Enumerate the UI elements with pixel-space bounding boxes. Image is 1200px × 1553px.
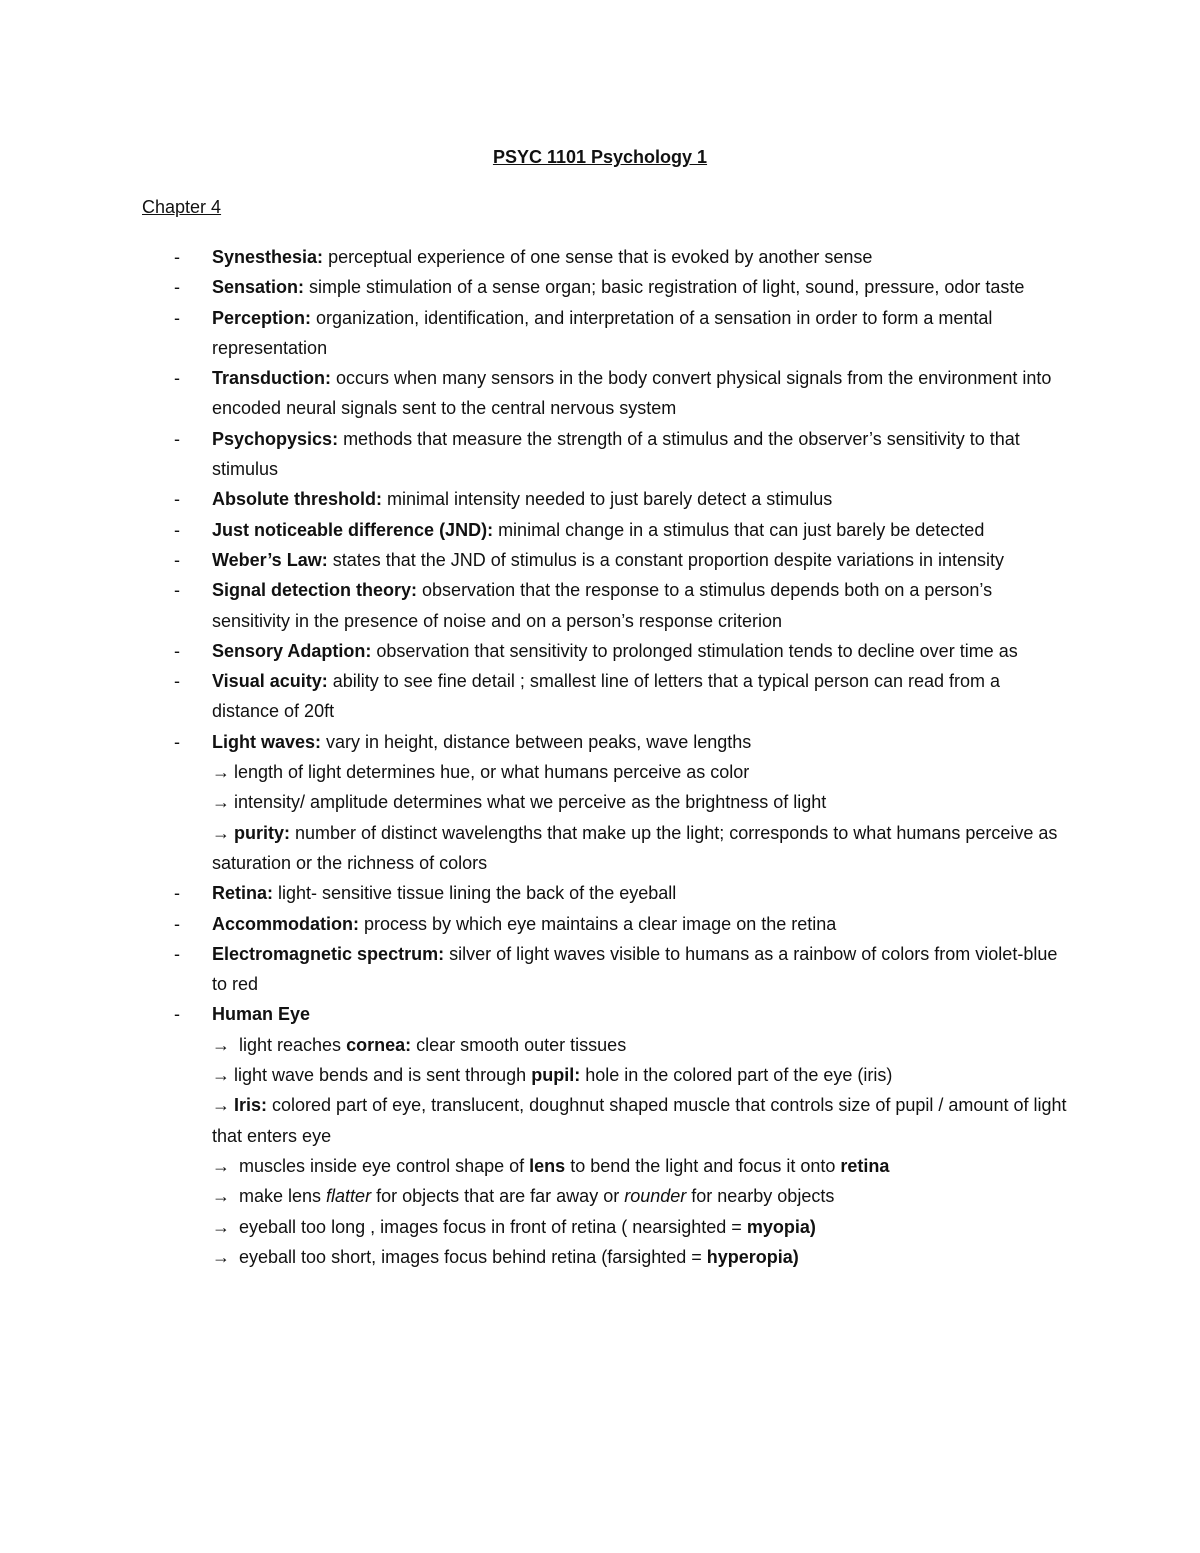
list-item	[0, 909, 1200, 939]
term-label: Accommodation:	[212, 913, 360, 934]
sub-point-text: light wave bends and is sent through	[234, 1065, 532, 1086]
term-label: Electromagnetic spectrum:	[212, 943, 445, 964]
term-label: Signal detection theory:	[212, 580, 418, 601]
term-definition: observation that the response to a stimulus depends both on a person’s sensitivity in the presence of noise and on a person’s response criterion	[212, 580, 993, 631]
list-item	[0, 363, 1200, 424]
bullet-dash: -	[174, 549, 180, 570]
sub-point-text: hole in the colored part of the eye (iris)	[580, 1065, 893, 1086]
sub-point-text: for objects that are far away or	[371, 1186, 625, 1207]
list-item	[0, 878, 1200, 908]
term-definition: light- sensitive tissue lining the back of the eyeball	[273, 883, 677, 904]
arrow-right-icon: →	[212, 1155, 230, 1176]
arrow-right-icon: →	[212, 1065, 230, 1086]
sub-point-text: to bend the light and focus it onto	[565, 1155, 841, 1176]
bullet-dash: -	[174, 428, 180, 449]
arrow-right-icon: →	[212, 792, 230, 813]
term-definition: process by which eye maintains a clear image on the retina	[359, 913, 837, 934]
definitions-list	[0, 242, 1200, 1272]
sub-point-text: muscles inside eye control shape of	[234, 1155, 530, 1176]
term-definition: ability to see fine detail ; smallest line of letters that a typical person can read from a distance of 20ft	[212, 671, 1001, 722]
sub-point-text: for nearby objects	[686, 1186, 835, 1207]
term-definition: observation that sensitivity to prolonged stimulation tends to decline over time as	[371, 640, 1018, 661]
sub-point-text: number of distinct wavelengths that make up the light; corresponds to what humans perceive as saturation or the richness of colors	[212, 822, 1058, 873]
term-label: Human Eye	[212, 1004, 311, 1025]
sub-point-term: retina	[840, 1155, 890, 1176]
term-definition: silver of light waves visible to humans as a rainbow of colors from violet-blue to red	[212, 943, 1058, 995]
arrow-right-icon: →	[212, 822, 230, 843]
sub-point-text: intensity/ amplitude determines what we perceive as the brightness of light	[234, 792, 827, 813]
sub-point	[212, 1242, 1070, 1272]
term-definition: vary in height, distance between peaks, wave lengths	[321, 731, 752, 752]
sub-point	[212, 1060, 1070, 1090]
sub-point-text: make lens	[234, 1186, 327, 1207]
sub-point-term: lens	[529, 1155, 566, 1176]
list-item	[0, 636, 1200, 666]
sub-point	[212, 787, 1070, 817]
list-item	[0, 515, 1200, 545]
term-label: Transduction:	[212, 368, 332, 389]
list-item-human-eye	[0, 999, 1200, 1272]
sub-point-term: myopia)	[746, 1216, 816, 1237]
term-definition: perceptual experience of one sense that is evoked by another sense	[323, 247, 873, 267]
term-definition: minimal change in a stimulus that can just barely be detected	[493, 519, 985, 540]
bullet-dash: -	[174, 489, 180, 510]
bullet-dash: -	[174, 519, 180, 540]
list-item-light-waves	[0, 727, 1200, 878]
sub-point-emphasis: flatter	[326, 1186, 372, 1207]
list-item	[0, 575, 1200, 636]
sub-point	[212, 1030, 1070, 1060]
sub-point-term: cornea:	[346, 1034, 412, 1055]
bullet-dash: -	[174, 368, 180, 389]
sub-point	[212, 1181, 1070, 1211]
list-item	[0, 484, 1200, 514]
arrow-right-icon: →	[212, 1216, 230, 1237]
sub-point-text: eyeball too short, images focus behind retina (farsighted =	[234, 1246, 707, 1267]
bullet-dash: -	[174, 1004, 180, 1025]
bullet-dash: -	[174, 731, 180, 752]
term-definition: minimal intensity needed to just barely detect a stimulus	[382, 489, 833, 510]
sub-point	[212, 1090, 1070, 1151]
arrow-right-icon: →	[212, 1186, 230, 1207]
term-label: Light waves:	[212, 731, 322, 752]
term-definition: simple stimulation of a sense organ; basic registration of light, sound, pressure, odor taste	[304, 277, 1025, 298]
term-label: Sensory Adaption:	[212, 640, 372, 661]
term-definition: states that the JND of stimulus is a constant proportion despite variations in intensity	[327, 549, 1005, 570]
list-item	[0, 424, 1200, 485]
sub-point-term: Iris:	[234, 1095, 268, 1116]
term-label: Weber’s Law:	[212, 549, 328, 570]
term-definition: methods that measure the strength of a stimulus and the observer’s sensitivity to that stimulus	[212, 428, 1020, 480]
sub-point-text: length of light determines hue, or what humans perceive as color	[234, 762, 750, 783]
term-label: Visual acuity:	[212, 671, 328, 692]
list-item	[0, 666, 1200, 727]
sub-point-text: light reaches	[234, 1034, 347, 1055]
bullet-dash: -	[174, 640, 180, 661]
sub-point	[212, 818, 1070, 879]
bullet-dash: -	[174, 307, 180, 328]
term-label: Synesthesia:	[212, 247, 324, 267]
sub-point-text: eyeball too long , images focus in front of retina ( nearsighted =	[234, 1216, 747, 1237]
sub-point-term: pupil:	[531, 1065, 581, 1086]
bullet-dash: -	[174, 277, 180, 298]
sub-point	[212, 757, 1070, 787]
list-item	[0, 545, 1200, 575]
sub-point-term: purity:	[234, 822, 290, 843]
sub-point	[212, 1151, 1070, 1181]
list-item	[0, 272, 1200, 302]
sub-point-text: clear smooth outer tissues	[411, 1034, 627, 1055]
document-title: PSYC 1101 Psychology 1	[492, 147, 708, 167]
arrow-right-icon: →	[212, 1095, 230, 1116]
term-definition: organization, identification, and interpretation of a sensation in order to form a mental representation	[212, 307, 993, 358]
sub-point-term: hyperopia)	[706, 1246, 799, 1267]
term-label: Perception:	[212, 307, 312, 328]
term-label: Absolute threshold:	[212, 489, 382, 510]
arrow-right-icon: →	[212, 1034, 230, 1055]
term-definition: occurs when many sensors in the body convert physical signals from the environment into encoded neural signals sent to the central nervous system	[212, 368, 1052, 419]
bullet-dash: -	[174, 913, 180, 934]
list-item	[0, 242, 1200, 272]
sub-point-emphasis: rounder	[624, 1186, 687, 1207]
term-label: Sensation:	[212, 277, 305, 298]
chapter-heading: Chapter 4	[142, 197, 222, 217]
term-label: Just noticeable difference (JND):	[212, 519, 494, 540]
sub-point	[212, 1212, 1070, 1242]
arrow-right-icon: →	[212, 1246, 230, 1267]
bullet-dash: -	[174, 580, 180, 601]
arrow-right-icon: →	[212, 762, 230, 783]
bullet-dash: -	[174, 247, 180, 267]
bullet-dash: -	[174, 943, 180, 964]
bullet-dash: -	[174, 671, 180, 692]
sub-point-text: colored part of eye, translucent, doughnut shaped muscle that controls size of pupil / amount of light that enters eye	[212, 1095, 1067, 1146]
list-item	[0, 939, 1200, 1000]
bullet-dash: -	[174, 883, 180, 904]
term-label: Retina:	[212, 883, 274, 904]
list-item	[0, 303, 1200, 364]
term-label: Psychopysics:	[212, 428, 339, 449]
